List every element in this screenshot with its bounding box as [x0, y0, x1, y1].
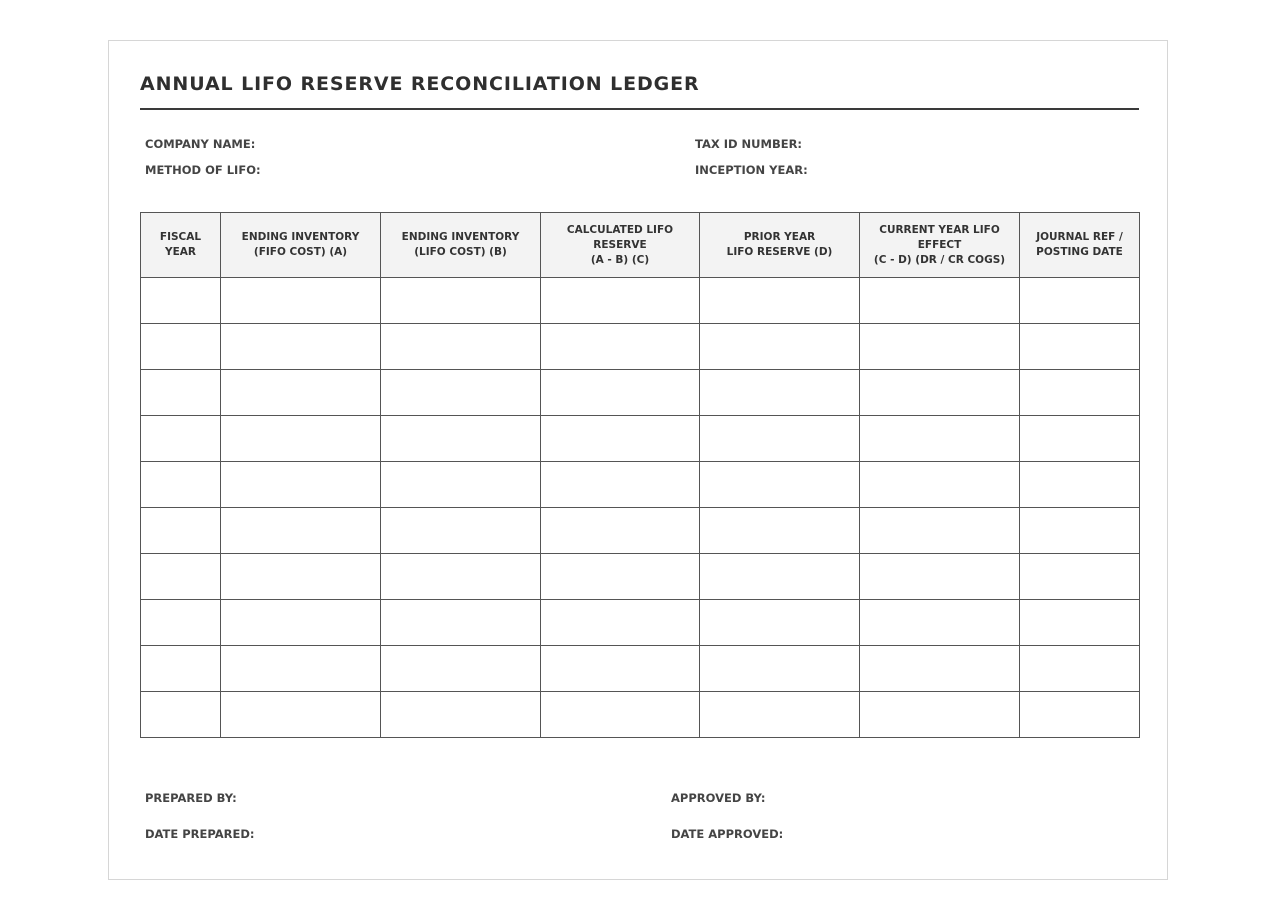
- cell-fiscal-year[interactable]: [141, 324, 221, 370]
- page-title: ANNUAL LIFO RESERVE RECONCILIATION LEDGER: [140, 73, 700, 95]
- cell-lifo-reserve[interactable]: [541, 278, 700, 324]
- cell-lifo-cost[interactable]: [381, 508, 541, 554]
- cell-current-year-effect[interactable]: [860, 278, 1020, 324]
- cell-lifo-reserve[interactable]: [541, 416, 700, 462]
- table-row: [141, 600, 1140, 646]
- table-row: [141, 692, 1140, 738]
- cell-lifo-cost[interactable]: [381, 692, 541, 738]
- title-divider: [140, 108, 1139, 110]
- column-header-ending-inventory-lifo: ENDING INVENTORY (LIFO COST) (B): [381, 213, 541, 278]
- cell-current-year-effect[interactable]: [860, 692, 1020, 738]
- cell-fifo-cost[interactable]: [221, 462, 381, 508]
- cell-prior-year-reserve[interactable]: [700, 416, 860, 462]
- cell-current-year-effect[interactable]: [860, 324, 1020, 370]
- cell-prior-year-reserve[interactable]: [700, 370, 860, 416]
- cell-fiscal-year[interactable]: [141, 508, 221, 554]
- cell-journal-ref[interactable]: [1020, 554, 1140, 600]
- cell-journal-ref[interactable]: [1020, 692, 1140, 738]
- cell-lifo-reserve[interactable]: [541, 324, 700, 370]
- cell-journal-ref[interactable]: [1020, 600, 1140, 646]
- tax-id-number-label: TAX ID NUMBER:: [695, 137, 803, 151]
- lifo-reserve-table: [140, 212, 1140, 738]
- cell-fiscal-year[interactable]: [141, 554, 221, 600]
- cell-current-year-effect[interactable]: [860, 370, 1020, 416]
- cell-lifo-cost[interactable]: [381, 646, 541, 692]
- cell-lifo-cost[interactable]: [381, 554, 541, 600]
- cell-journal-ref[interactable]: [1020, 646, 1140, 692]
- method-of-lifo-label: METHOD OF LIFO:: [145, 163, 261, 177]
- cell-current-year-effect[interactable]: [860, 508, 1020, 554]
- cell-fifo-cost[interactable]: [221, 554, 381, 600]
- cell-lifo-cost[interactable]: [381, 278, 541, 324]
- cell-fifo-cost[interactable]: [221, 692, 381, 738]
- cell-journal-ref[interactable]: [1020, 370, 1140, 416]
- column-header-ending-inventory-fifo: ENDING INVENTORY (FIFO COST) (A): [221, 213, 381, 278]
- cell-current-year-effect[interactable]: [860, 462, 1020, 508]
- cell-fiscal-year[interactable]: [141, 692, 221, 738]
- cell-fiscal-year[interactable]: [141, 416, 221, 462]
- cell-lifo-reserve[interactable]: [541, 646, 700, 692]
- cell-journal-ref[interactable]: [1020, 508, 1140, 554]
- cell-prior-year-reserve[interactable]: [700, 462, 860, 508]
- date-approved-label: DATE APPROVED:: [671, 827, 784, 841]
- cell-fiscal-year[interactable]: [141, 278, 221, 324]
- cell-fifo-cost[interactable]: [221, 324, 381, 370]
- cell-journal-ref[interactable]: [1020, 278, 1140, 324]
- prepared-by-label: PREPARED BY:: [145, 791, 237, 805]
- cell-journal-ref[interactable]: [1020, 416, 1140, 462]
- table-row: [141, 554, 1140, 600]
- approved-by-label: APPROVED BY:: [671, 791, 766, 805]
- cell-current-year-effect[interactable]: [860, 600, 1020, 646]
- cell-journal-ref[interactable]: [1020, 324, 1140, 370]
- cell-lifo-reserve[interactable]: [541, 508, 700, 554]
- cell-prior-year-reserve[interactable]: [700, 646, 860, 692]
- column-header-prior-year-lifo-reserve: PRIOR YEAR LIFO RESERVE (D): [700, 213, 860, 278]
- column-header-current-year-lifo-effect: CURRENT YEAR LIFO EFFECT (C - D) (DR / CR COGS): [860, 213, 1020, 278]
- cell-fifo-cost[interactable]: [221, 508, 381, 554]
- cell-fiscal-year[interactable]: [141, 646, 221, 692]
- company-name-label: COMPANY NAME:: [145, 137, 256, 151]
- cell-fiscal-year[interactable]: [141, 370, 221, 416]
- table-row: [141, 370, 1140, 416]
- table-row: [141, 508, 1140, 554]
- inception-year-label: INCEPTION YEAR:: [695, 163, 808, 177]
- cell-fiscal-year[interactable]: [141, 462, 221, 508]
- table-row: [141, 416, 1140, 462]
- column-header-journal-ref-posting-date: JOURNAL REF / POSTING DATE: [1020, 213, 1140, 278]
- table-row: [141, 324, 1140, 370]
- cell-fifo-cost[interactable]: [221, 600, 381, 646]
- date-prepared-label: DATE PREPARED:: [145, 827, 255, 841]
- table-row: [141, 278, 1140, 324]
- cell-fiscal-year[interactable]: [141, 600, 221, 646]
- cell-prior-year-reserve[interactable]: [700, 508, 860, 554]
- cell-current-year-effect[interactable]: [860, 554, 1020, 600]
- cell-current-year-effect[interactable]: [860, 416, 1020, 462]
- cell-prior-year-reserve[interactable]: [700, 692, 860, 738]
- cell-lifo-cost[interactable]: [381, 416, 541, 462]
- cell-fifo-cost[interactable]: [221, 646, 381, 692]
- cell-prior-year-reserve[interactable]: [700, 278, 860, 324]
- cell-lifo-cost[interactable]: [381, 462, 541, 508]
- cell-prior-year-reserve[interactable]: [700, 554, 860, 600]
- column-header-calculated-lifo-reserve: CALCULATED LIFO RESERVE (A - B) (C): [541, 213, 700, 278]
- cell-lifo-reserve[interactable]: [541, 600, 700, 646]
- ledger-sheet: [108, 40, 1168, 880]
- cell-current-year-effect[interactable]: [860, 646, 1020, 692]
- cell-prior-year-reserve[interactable]: [700, 324, 860, 370]
- cell-lifo-reserve[interactable]: [541, 554, 700, 600]
- cell-fifo-cost[interactable]: [221, 278, 381, 324]
- cell-lifo-reserve[interactable]: [541, 692, 700, 738]
- table-row: [141, 462, 1140, 508]
- cell-prior-year-reserve[interactable]: [700, 600, 860, 646]
- cell-lifo-reserve[interactable]: [541, 462, 700, 508]
- cell-lifo-cost[interactable]: [381, 600, 541, 646]
- cell-journal-ref[interactable]: [1020, 462, 1140, 508]
- cell-fifo-cost[interactable]: [221, 416, 381, 462]
- table-body: [141, 278, 1140, 738]
- table-header-row: [141, 213, 1140, 278]
- cell-lifo-cost[interactable]: [381, 370, 541, 416]
- cell-lifo-cost[interactable]: [381, 324, 541, 370]
- column-header-fiscal-year: FISCAL YEAR: [141, 213, 221, 278]
- cell-fifo-cost[interactable]: [221, 370, 381, 416]
- table-row: [141, 646, 1140, 692]
- cell-lifo-reserve[interactable]: [541, 370, 700, 416]
